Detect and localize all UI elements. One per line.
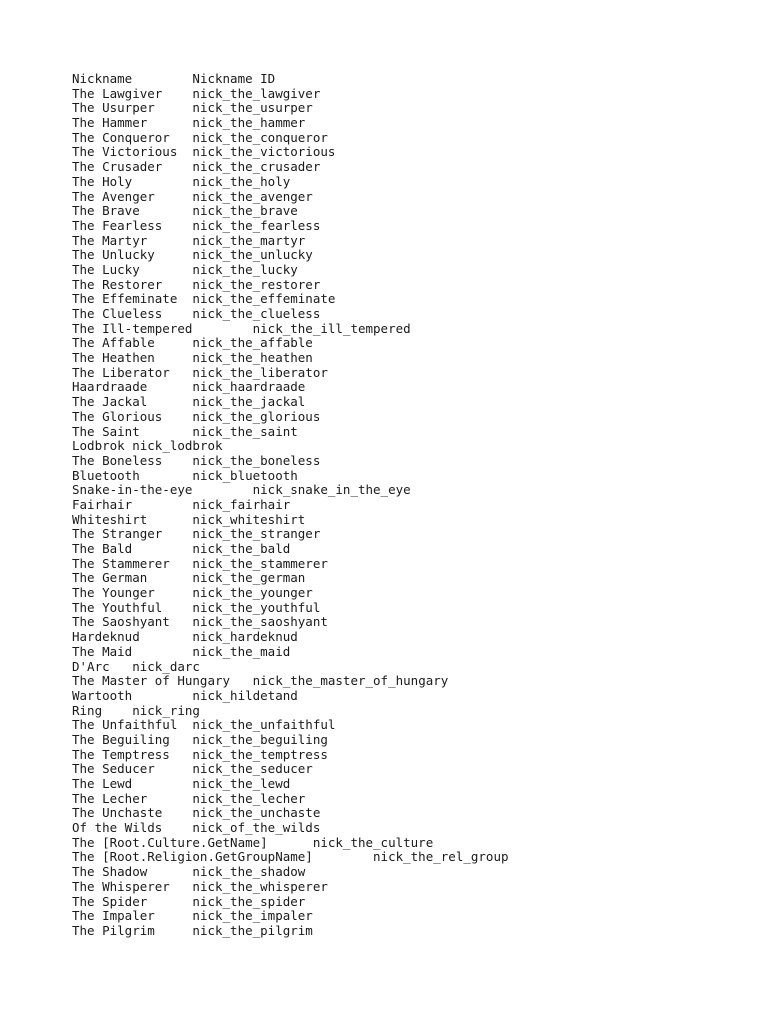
line-17: The Ill-tempered nick_the_ill_tempered [72, 320, 411, 336]
line-50: The Unchaste nick_the_unchaste [72, 805, 321, 821]
line-44: The Unfaithful nick_the_unfaithful [72, 717, 336, 733]
line-45: The Beguiling nick_the_beguiling [72, 731, 328, 747]
line-58: The Pilgrim nick_the_pilgrim [72, 922, 313, 938]
line-6: The Crusader nick_the_crusader [72, 159, 321, 175]
line-4: The Conqueror nick_the_conqueror [72, 129, 328, 145]
line-3: The Hammer nick_the_hammer [72, 115, 306, 131]
line-13: The Lucky nick_the_lucky [72, 261, 298, 277]
line-41: The Master of Hungary nick_the_master_of_hungary [72, 673, 449, 689]
line-54: The Shadow nick_the_shadow [72, 864, 306, 880]
line-40: D'Arc nick_darc [72, 658, 200, 674]
line-39: The Maid nick_the_maid [72, 643, 291, 659]
line-9: The Brave nick_the_brave [72, 203, 298, 219]
line-25: Lodbrok nick_lodbrok [72, 438, 223, 454]
line-30: Whiteshirt nick_whiteshirt [72, 511, 306, 527]
line-8: The Avenger nick_the_avenger [72, 188, 313, 204]
line-14: The Restorer nick_the_restorer [72, 276, 321, 292]
nickname-document [72, 72, 712, 939]
line-5: The Victorious nick_the_victorious [72, 144, 336, 160]
line-48: The Lewd nick_the_lewd [72, 776, 291, 791]
line-51: Of the Wilds nick_of_the_wilds [72, 820, 321, 836]
line-11: The Martyr nick_the_martyr [72, 232, 306, 248]
line-35: The Younger nick_the_younger [72, 585, 313, 601]
line-38: Hardeknud nick_hardeknud [72, 629, 298, 645]
line-23: The Glorious nick_the_glorious [72, 408, 321, 424]
line-22: The Jackal nick_the_jackal [72, 394, 306, 410]
line-57: The Impaler nick_the_impaler [72, 908, 313, 924]
line-2: The Usurper nick_the_usurper [72, 100, 313, 116]
line-24: The Saint nick_the_saint [72, 423, 298, 439]
line-12: The Unlucky nick_the_unlucky [72, 247, 313, 263]
line-29: Fairhair nick_fairhair [72, 496, 291, 512]
line-52: The [Root.Culture.GetName] nick_the_culture [72, 834, 434, 850]
line-28: Snake-in-the-eye nick_snake_in_the_eye [72, 482, 411, 498]
line-15: The Effeminate nick_the_effeminate [72, 291, 336, 307]
line-56: The Spider nick_the_spider [72, 893, 306, 909]
line-18: The Affable nick_the_affable [72, 335, 313, 351]
line-37: The Saoshyant nick_the_saoshyant [72, 614, 328, 630]
line-31: The Stranger nick_the_stranger [72, 526, 321, 542]
line-49: The Lecher nick_the_lecher [72, 790, 306, 806]
line-26: The Boneless nick_the_boneless [72, 452, 321, 468]
line-16: The Clueless nick_the_clueless [72, 306, 321, 321]
line-34: The German nick_the_german [72, 570, 306, 586]
line-19: The Heathen nick_the_heathen [72, 350, 313, 366]
line-55: The Whisperer nick_the_whisperer [72, 878, 328, 894]
line-53: The [Root.Religion.GetGroupName] nick_the_rel_group [72, 849, 509, 865]
line-46: The Temptress nick_the_temptress [72, 746, 328, 762]
line-27: Bluetooth nick_bluetooth [72, 467, 298, 483]
line-32: The Bald nick_the_bald [72, 541, 291, 556]
line-20: The Liberator nick_the_liberator [72, 364, 328, 380]
line-47: The Seducer nick_the_seducer [72, 761, 313, 777]
line-43: Ring nick_ring [72, 702, 200, 718]
line-header: Nickname Nickname ID [72, 71, 276, 86]
line-42: Wartooth nick_hildetand [72, 687, 298, 703]
line-10: The Fearless nick_the_fearless [72, 217, 321, 233]
line-36: The Youthful nick_the_youthful [72, 599, 321, 615]
line-1: The Lawgiver nick_the_lawgiver [72, 85, 321, 101]
line-21: Haardraade nick_haardraade [72, 379, 306, 395]
line-33: The Stammerer nick_the_stammerer [72, 555, 328, 571]
line-7: The Holy nick_the_holy [72, 173, 291, 189]
